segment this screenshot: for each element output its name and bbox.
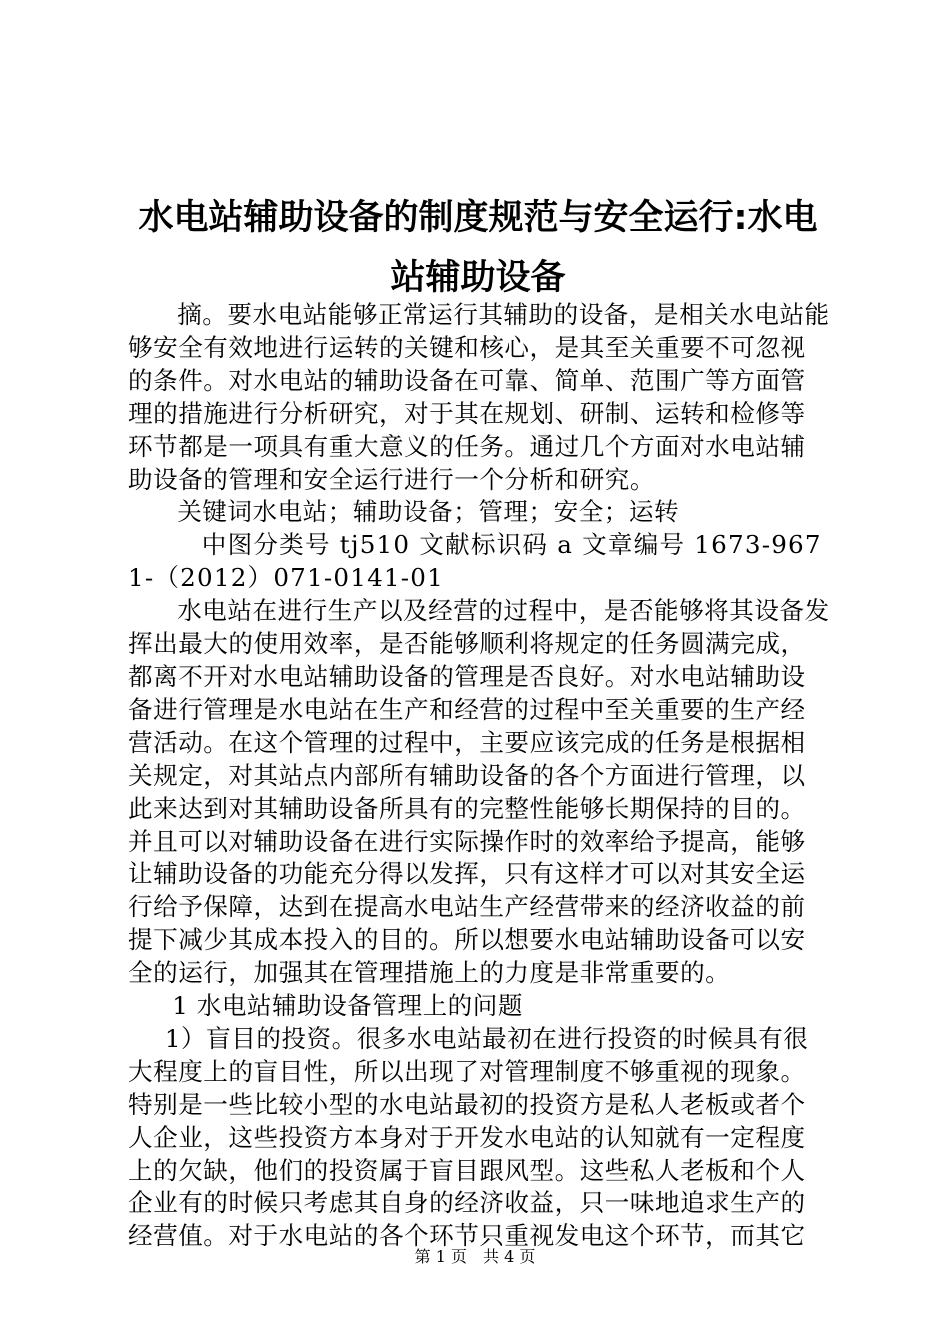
page-footer: 第 1 页 共 4 页: [414, 1247, 536, 1266]
section-heading: 1 水电站辅助设备管理上的问题: [172, 991, 523, 1021]
document-body: [128, 299, 830, 1253]
list-item: 1）盲目的投资。很多水电站最初在进行投资的时候具有很大程度上的盲目性，所以出现了对管理制度不够重视的现象。特别是一些比较小型的水电站最初的投资方是私人老板或者个人企业，这些投资方本身对于开发水电站的认知就有一定程度上的欠缺，他们的投资属于盲目跟风型。这些私人老板和个人企业有的时候只考虑其自身的经济收益，只一味地追求生产的经营值。对于水电站的各个环节只重视发电这个环节，而其它: [128, 1023, 809, 1251]
abstract-paragraph: 摘。要水电站能够正常运行其辅助的设备，是相关水电站能够安全有效地进行运转的关键和核心，是其至关重要不可忽视的条件。对水电站的辅助设备在可靠、简单、范围广等方面管理的措施进行分析研究，对于其在规划、研制、运转和检修等环节都是一项具有重大意义的任务。通过几个方面对水电站辅助设备的管理和安全运行进行一个分析和研究。: [128, 300, 830, 494]
body-paragraph: 水电站在进行生产以及经营的过程中，是否能够将其设备发挥出最大的使用效率，是否能够顺利将规定的任务圆满完成，都离不开对水电站辅助设备的管理是否良好。对水电站辅助设备进行管理是水电站在生产和经营的过程中至关重要的生产经营活动。在这个管理的过程中，主要应该完成的任务是根据相关规定，对其站点内部所有辅助设备的各个方面进行管理，以此来达到对其辅助设备所具有的完整性能够长期保持的目的。并且可以对辅助设备在进行实际操作时的效率给予提高，能够让辅助设备的功能充分得以发挥，只有这样才可以对其安全运行给予保障，达到在提高水电站生产经营带来的经济收益的前提下减少其成本投入的目的。所以想要水电站辅助设备可以安全的运行，加强其在管理措施上的力度是非常重要的。: [128, 596, 830, 988]
document-title: 水电站辅助设备的制度规范与安全运行:水电站辅助设备: [138, 198, 818, 298]
keywords-line: 关键词水电站；辅助设备；管理；安全；运转: [177, 497, 680, 527]
classification-line: 中图分类号 tj510 文献标识码 a 文章编号 1673-9671-（2012）071-0141-01: [128, 530, 822, 593]
